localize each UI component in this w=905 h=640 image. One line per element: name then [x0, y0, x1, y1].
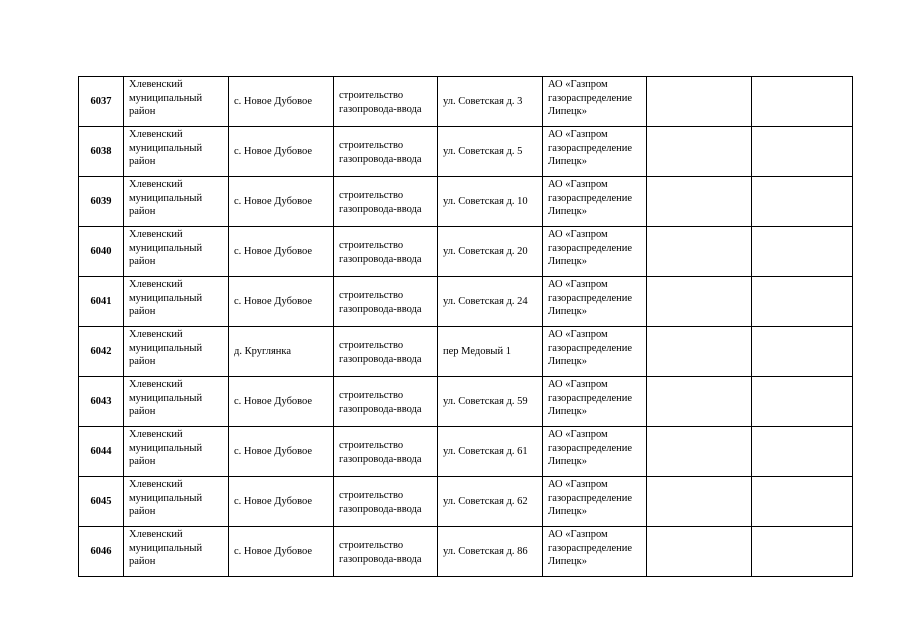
table-row	[79, 227, 853, 277]
locality-cell	[229, 327, 334, 377]
empty-cell	[752, 327, 853, 377]
organization-cell	[543, 227, 647, 277]
locality-text: с. Новое Дубовое	[234, 245, 313, 257]
table-row	[79, 377, 853, 427]
organization-text: АО «Газпром газораспределение Липецк»	[548, 129, 633, 167]
empty-cell	[647, 527, 752, 577]
address-text: ул. Советская д. 20	[443, 245, 528, 257]
district-text: Хлевенский муниципальный район	[129, 529, 203, 567]
work-type-cell	[334, 227, 438, 277]
row-number-cell	[79, 77, 124, 127]
organization-cell	[543, 327, 647, 377]
work-type-cell	[334, 327, 438, 377]
empty-cell	[752, 277, 853, 327]
address-text: ул. Советская д. 61	[443, 445, 528, 457]
address-cell	[438, 127, 543, 177]
work-type-text: строительство газопровода-ввода	[339, 190, 422, 215]
empty-cell	[647, 77, 752, 127]
district-text: Хлевенский муниципальный район	[129, 229, 203, 267]
address-cell	[438, 327, 543, 377]
row-number-cell	[79, 477, 124, 527]
organization-cell	[543, 377, 647, 427]
district-cell	[124, 77, 229, 127]
district-cell	[124, 527, 229, 577]
row-number-cell	[79, 527, 124, 577]
empty-cell	[647, 477, 752, 527]
work-type-text: строительство газопровода-ввода	[339, 290, 422, 315]
row-number-text: 6041	[90, 295, 112, 307]
district-text: Хлевенский муниципальный район	[129, 279, 203, 317]
district-text: Хлевенский муниципальный район	[129, 329, 203, 367]
row-number-cell	[79, 377, 124, 427]
district-text: Хлевенский муниципальный район	[129, 379, 203, 417]
work-type-text: строительство газопровода-ввода	[339, 240, 422, 265]
row-number-cell	[79, 127, 124, 177]
district-text: Хлевенский муниципальный район	[129, 79, 203, 117]
district-text: Хлевенский муниципальный район	[129, 479, 203, 517]
locality-cell	[229, 427, 334, 477]
empty-cell	[647, 227, 752, 277]
district-text: Хлевенский муниципальный район	[129, 429, 203, 467]
district-cell	[124, 327, 229, 377]
locality-text: д. Круглянка	[234, 345, 292, 357]
work-type-cell	[334, 127, 438, 177]
organization-cell	[543, 77, 647, 127]
address-cell	[438, 527, 543, 577]
table-row	[79, 277, 853, 327]
address-text: ул. Советская д. 5	[443, 145, 523, 157]
address-cell	[438, 77, 543, 127]
locality-text: с. Новое Дубовое	[234, 95, 313, 107]
address-text: ул. Советская д. 24	[443, 295, 528, 307]
table-row	[79, 427, 853, 477]
work-type-text: строительство газопровода-ввода	[339, 440, 422, 465]
locality-text: с. Новое Дубовое	[234, 295, 313, 307]
empty-cell	[752, 377, 853, 427]
work-type-cell	[334, 427, 438, 477]
district-cell	[124, 277, 229, 327]
work-type-cell	[334, 277, 438, 327]
organization-cell	[543, 477, 647, 527]
table-row	[79, 127, 853, 177]
row-number-cell	[79, 177, 124, 227]
district-text: Хлевенский муниципальный район	[129, 129, 203, 167]
district-cell	[124, 377, 229, 427]
row-number-text: 6044	[90, 445, 112, 457]
work-type-text: строительство газопровода-ввода	[339, 390, 422, 415]
organization-cell	[543, 427, 647, 477]
district-cell	[124, 127, 229, 177]
table-row	[79, 477, 853, 527]
locality-cell	[229, 177, 334, 227]
gas-connection-table	[78, 76, 853, 577]
locality-text: с. Новое Дубовое	[234, 145, 313, 157]
locality-cell	[229, 127, 334, 177]
row-number-cell	[79, 327, 124, 377]
address-text: пер Медовый 1	[443, 345, 511, 357]
table-row	[79, 77, 853, 127]
locality-text: с. Новое Дубовое	[234, 195, 313, 207]
locality-text: с. Новое Дубовое	[234, 545, 313, 557]
row-number-text: 6038	[90, 145, 112, 157]
table-row	[79, 177, 853, 227]
address-cell	[438, 227, 543, 277]
organization-cell	[543, 177, 647, 227]
row-number-text: 6040	[90, 245, 112, 257]
row-number-cell	[79, 277, 124, 327]
work-type-cell	[334, 527, 438, 577]
work-type-text: строительство газопровода-ввода	[339, 490, 422, 515]
empty-cell	[647, 327, 752, 377]
empty-cell	[752, 77, 853, 127]
row-number-text: 6043	[90, 395, 112, 407]
address-text: ул. Советская д. 62	[443, 495, 528, 507]
empty-cell	[752, 427, 853, 477]
organization-text: АО «Газпром газораспределение Липецк»	[548, 79, 633, 117]
empty-cell	[752, 227, 853, 277]
work-type-text: строительство газопровода-ввода	[339, 140, 422, 165]
empty-cell	[752, 527, 853, 577]
work-type-text: строительство газопровода-ввода	[339, 340, 422, 365]
district-cell	[124, 227, 229, 277]
locality-text: с. Новое Дубовое	[234, 445, 313, 457]
address-text: ул. Советская д. 86	[443, 545, 528, 557]
district-cell	[124, 177, 229, 227]
row-number-text: 6042	[90, 345, 112, 357]
address-text: ул. Советская д. 59	[443, 395, 528, 407]
organization-text: АО «Газпром газораспределение Липецк»	[548, 479, 633, 517]
organization-text: АО «Газпром газораспределение Липецк»	[548, 529, 633, 567]
table-row	[79, 327, 853, 377]
organization-text: АО «Газпром газораспределение Липецк»	[548, 229, 633, 267]
work-type-text: строительство газопровода-ввода	[339, 540, 422, 565]
work-type-cell	[334, 177, 438, 227]
row-number-text: 6046	[90, 545, 112, 557]
organization-text: АО «Газпром газораспределение Липецк»	[548, 179, 633, 217]
empty-cell	[647, 377, 752, 427]
locality-cell	[229, 227, 334, 277]
work-type-cell	[334, 77, 438, 127]
locality-cell	[229, 477, 334, 527]
work-type-cell	[334, 377, 438, 427]
district-cell	[124, 427, 229, 477]
organization-cell	[543, 527, 647, 577]
empty-cell	[647, 127, 752, 177]
address-text: ул. Советская д. 3	[443, 95, 523, 107]
address-cell	[438, 277, 543, 327]
organization-cell	[543, 277, 647, 327]
address-cell	[438, 477, 543, 527]
empty-cell	[647, 277, 752, 327]
work-type-cell	[334, 477, 438, 527]
district-cell	[124, 477, 229, 527]
empty-cell	[647, 177, 752, 227]
row-number-text: 6045	[90, 495, 112, 507]
empty-cell	[752, 177, 853, 227]
address-text: ул. Советская д. 10	[443, 195, 528, 207]
work-type-text: строительство газопровода-ввода	[339, 90, 422, 115]
address-cell	[438, 427, 543, 477]
address-cell	[438, 377, 543, 427]
table-row	[79, 527, 853, 577]
row-number-cell	[79, 427, 124, 477]
organization-text: АО «Газпром газораспределение Липецк»	[548, 429, 633, 467]
organization-text: АО «Газпром газораспределение Липецк»	[548, 279, 633, 317]
locality-text: с. Новое Дубовое	[234, 495, 313, 507]
locality-text: с. Новое Дубовое	[234, 395, 313, 407]
locality-cell	[229, 377, 334, 427]
row-number-cell	[79, 227, 124, 277]
organization-text: АО «Газпром газораспределение Липецк»	[548, 379, 633, 417]
row-number-text: 6039	[90, 195, 112, 207]
locality-cell	[229, 527, 334, 577]
row-number-text: 6037	[90, 95, 112, 107]
organization-cell	[543, 127, 647, 177]
empty-cell	[752, 127, 853, 177]
organization-text: АО «Газпром газораспределение Липецк»	[548, 329, 633, 367]
empty-cell	[752, 477, 853, 527]
locality-cell	[229, 77, 334, 127]
table-body	[79, 77, 853, 577]
district-text: Хлевенский муниципальный район	[129, 179, 203, 217]
locality-cell	[229, 277, 334, 327]
empty-cell	[647, 427, 752, 477]
address-cell	[438, 177, 543, 227]
